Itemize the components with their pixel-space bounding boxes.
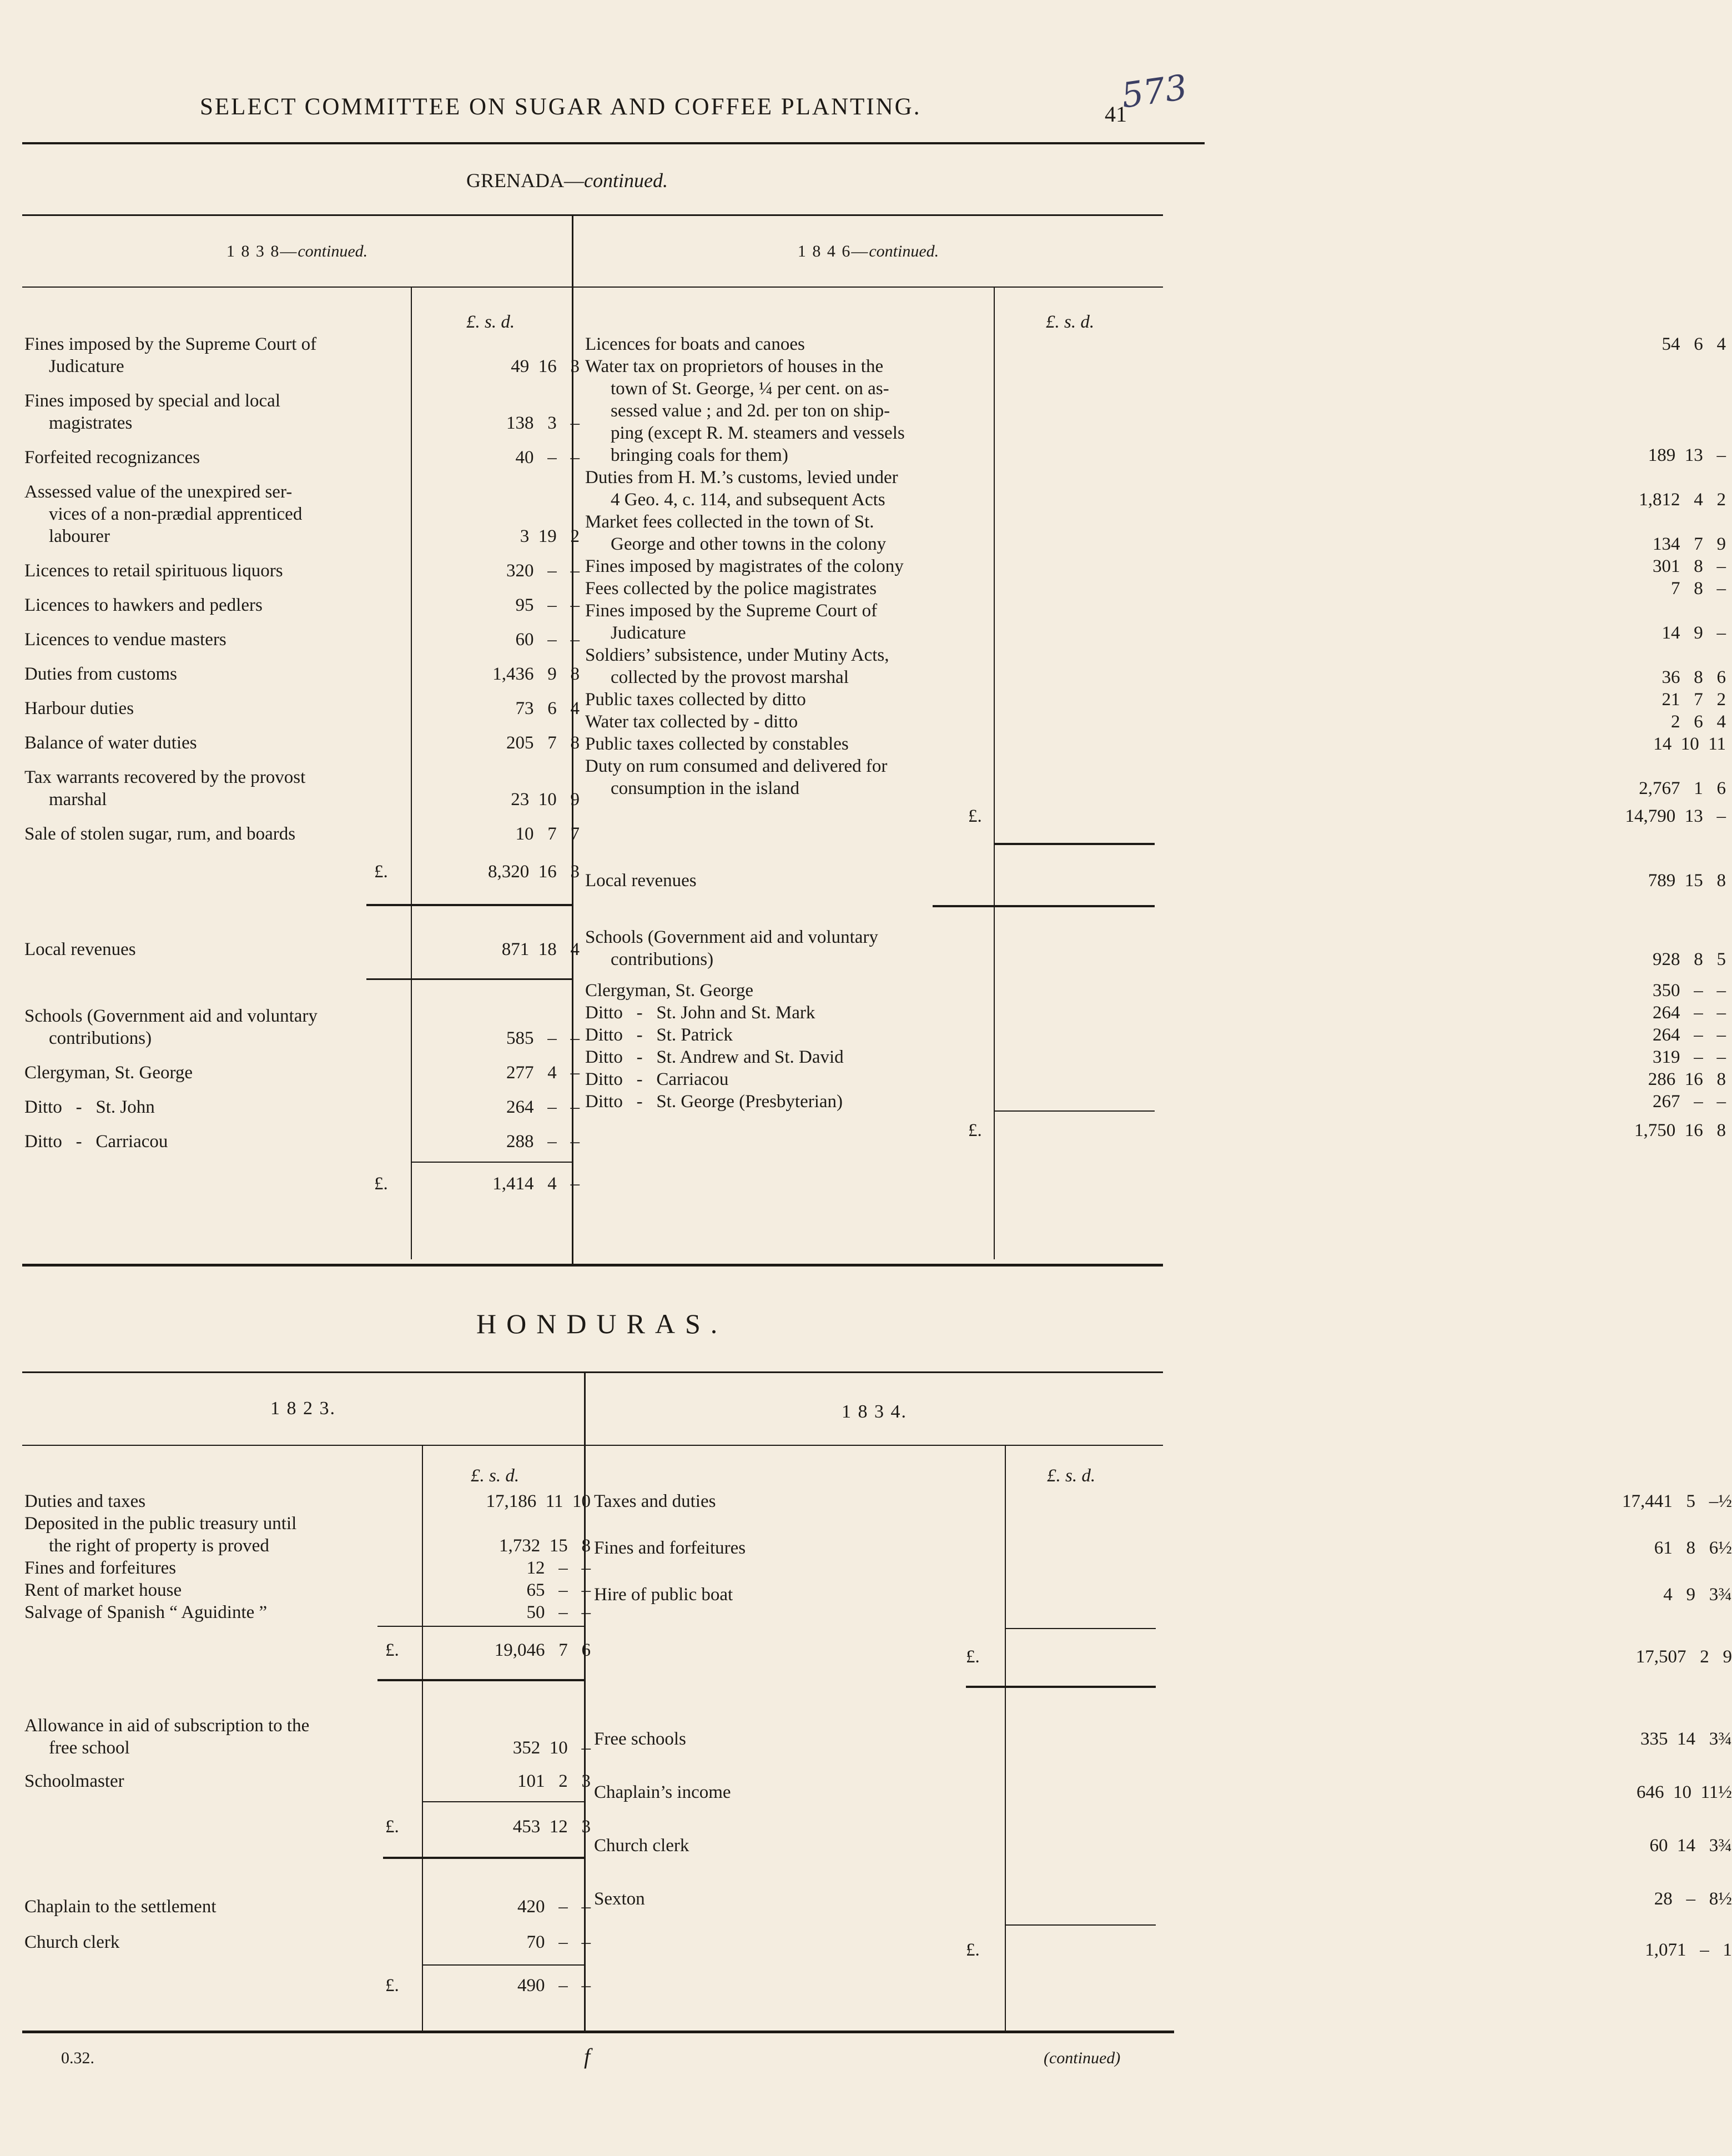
ledger-row-label: Chaplain to the settlement [24,1897,216,1917]
ledger-row-amount: 73 6 4 [515,698,580,718]
ledger-row-amount: 50 – – [526,1602,591,1622]
ledger-row-amount: 264 – – [1653,1003,1726,1023]
ledger-row-amount: 138 3 – [506,413,580,433]
ledger-row-label: Licences to retail spirituous liquors [24,561,283,581]
ledger-total-amount: 453 12 3 [512,1817,591,1837]
ledger-row-amount: 319 – – [1653,1047,1726,1067]
ledger-total-amount: 1,414 4 – [492,1174,580,1194]
ledger-row-label: Assessed value of the unexpired ser- [24,482,293,502]
ledger-row-label: Tax warrants recovered by the provost [24,767,306,787]
ledger-row-amount: 288 – – [506,1132,580,1152]
ledger-row-label: bringing coals for them) [611,445,788,465]
ledger-row-label: Duty on rum consumed and delivered for [585,756,888,776]
grenada-bottom-rule [22,1264,1163,1267]
page-header-title: SELECT COMMITTEE ON SUGAR AND COFFEE PLANTING. [200,94,922,120]
ledger-row-amount: 54 6 4 [1661,334,1726,354]
grenada-right-amount-divider [994,288,995,1259]
honduras-left-schools-rule [383,1857,584,1859]
ledger-row-amount: 7 8 – [1671,579,1726,599]
ledger-row-label: Forfeited recognizances [24,448,200,468]
ledger-row-amount: 134 7 9 [1653,534,1726,554]
ledger-row-label: contributions) [611,949,714,969]
footer-code: 0.32. [61,2049,94,2067]
ledger-row-label: Ditto - St. George (Presbyterian) [585,1092,843,1112]
grenada-heading-rule-right [573,287,1163,288]
ledger-row-amount: 264 – – [1653,1025,1726,1045]
ledger-row-label: Ditto - St. Andrew and St. David [585,1047,844,1067]
ledger-total-amount: 14,790 13 – [1625,806,1726,826]
ledger-total-amount: 17,507 2 9 [1635,1647,1732,1667]
ledger-row-label: Ditto - St. John and St. Mark [585,1003,815,1023]
ledger-row-label: Water tax collected by - ditto [585,712,798,732]
ledger-row-amount: 189 13 – [1648,445,1726,465]
grenada-right-heading: 1 8 4 6—continued. [797,242,939,260]
ledger-total-amount: 1,750 16 8 [1634,1120,1726,1140]
ledger-row-label: Public taxes collected by ditto [585,690,806,710]
ledger-row-label: Salvage of Spanish “ Aguidinte ” [24,1602,268,1622]
grenada-left-local-rule [366,978,572,980]
ledger-row-amount: 320 – – [506,561,580,581]
ledger-row-amount: 61 8 6½ [1654,1538,1732,1558]
ledger-row-label: George and other towns in the colony [611,534,887,554]
ledger-row-label: the right of property is proved [49,1536,269,1556]
ledger-total-label: £. [966,1940,980,1960]
page-number: 41 [1105,102,1127,127]
ledger-row-amount: 65 – – [526,1580,591,1600]
ledger-total-amount: 1,071 – 1 [1645,1940,1732,1960]
ledger-row-label: Public taxes collected by constables [585,734,849,754]
ledger-row-label: Schoolmaster [24,1771,124,1791]
ledger-row-label: Judicature [611,623,686,643]
ledger-row-label: Fines and forfeitures [594,1538,746,1558]
ledger-row-amount: 267 – – [1653,1092,1726,1112]
honduras-right-heading: 1 8 3 4. [842,1401,907,1422]
ledger-row-label: Church clerk [24,1932,120,1952]
ledger-row-label: ping (except R. M. steamers and vessels [611,423,905,443]
grenada-left-amount-divider [411,288,412,1259]
ledger-total-label: £. [385,1640,399,1660]
ledger-row-amount: 10 7 7 [515,824,580,844]
ledger-total-amount: 19,046 7 6 [494,1640,591,1660]
ledger-total-amount: 8,320 16 3 [488,862,580,882]
ledger-row-label: Clergyman, St. George [585,981,754,1001]
ledger-row-amount: 1,812 4 2 [1639,490,1726,510]
honduras-right-total-rule [966,1686,1156,1688]
ledger-row-amount: 2,767 1 6 [1639,778,1726,798]
ledger-total-label: £. [374,1174,388,1194]
ledger-row-label: magistrates [49,413,133,433]
ledger-total-label: £. [968,806,982,826]
honduras-left-total-rule [377,1679,584,1681]
ledger-row-label: Deposited in the public treasury until [24,1514,297,1534]
grenada-left-currency-head: £. s. d. [466,312,515,332]
ledger-row-amount: 40 – – [515,448,580,468]
header-rule [22,142,1205,144]
ledger-row-label: Licences to vendue masters [24,630,226,650]
grenada-right-local-rule [933,905,1155,907]
grenada-right-currency-head: £. s. d. [1046,312,1095,332]
ledger-row-amount: 286 16 8 [1648,1069,1726,1089]
ledger-row-label: Fines imposed by special and local [24,391,280,411]
ledger-row-label: 4 Geo. 4, c. 114, and subsequent Acts [611,490,885,510]
ledger-row-label: Harbour duties [24,698,134,718]
ledger-row-label: Fees collected by the police magistrates [585,579,877,599]
ledger-row-label: Balance of water duties [24,733,197,753]
ledger-row-amount: 60 14 3¾ [1649,1836,1732,1856]
ledger-row-amount: 335 14 3¾ [1640,1729,1732,1749]
ledger-row-label: marshal [49,790,107,810]
section-title-grenada: GRENADA—continued. [466,169,668,192]
handwritten-folio-number: 573 [1119,67,1190,116]
ledger-row-label: Soldiers’ subsistence, under Mutiny Acts, [585,645,889,665]
honduras-right-amount-divider [1005,1446,1006,2032]
ledger-row-amount: 17,186 11 10 [486,1491,591,1511]
ledger-row-amount: 646 10 11½ [1636,1782,1732,1802]
ledger-row-label: Allowance in aid of subscription to the [24,1716,310,1736]
ledger-row-label: Licences to hawkers and pedlers [24,595,263,615]
ledger-row-label: vices of a non-prædial apprenticed [49,504,303,524]
ledger-row-label: Water tax on proprietors of houses in the [585,356,884,376]
ledger-row-label: Duties from customs [24,664,177,684]
section-title-honduras: HONDURAS. [476,1308,728,1339]
ledger-row-amount: 277 4 – [506,1063,580,1083]
grenada-right-total-rule [994,843,1155,845]
ledger-row-amount: 70 – – [526,1932,591,1952]
ledger-row-label: Church clerk [594,1836,689,1856]
grenada-left-heading: 1 8 3 8—continued. [226,242,368,260]
ledger-row-label: town of St. George, ¼ per cent. on as- [611,379,889,399]
ledger-row-amount: 17,441 5 –½ [1622,1491,1732,1511]
ledger-row-amount: 3 19 2 [520,526,580,546]
ledger-row-label: Fines imposed by the Supreme Court of [585,601,878,621]
ledger-row-label: Chaplain’s income [594,1782,731,1802]
ledger-row-amount: 12 – – [526,1558,591,1578]
ledger-row-label: Free schools [594,1729,686,1749]
honduras-right-currency-head: £. s. d. [1047,1466,1096,1486]
ledger-row-label: Fines imposed by the Supreme Court of [24,334,317,354]
ledger-row-label: Ditto - Carriacou [24,1132,168,1152]
ledger-row-amount: 420 – – [517,1897,591,1917]
ledger-total-label: £. [385,1817,399,1837]
ledger-row-amount: 352 10 – [512,1738,591,1758]
ledger-row-label: Schools (Government aid and voluntary [585,927,878,947]
ledger-row-amount: 2 6 4 [1671,712,1726,732]
ledger-row-label: Ditto - Carriacou [585,1069,729,1089]
ledger-row-label: Judicature [49,356,124,376]
ledger-row-amount: 21 7 2 [1661,690,1726,710]
ledger-total-label: £. [374,862,388,882]
ledger-row-label: Rent of market house [24,1580,182,1600]
ledger-row-amount: 928 8 5 [1653,949,1726,969]
ledger-row-label: Licences for boats and canoes [585,334,805,354]
ledger-row-label: Ditto - St. John [24,1097,155,1117]
ledger-total-label: £. [385,1976,399,1996]
grenada-heading-rule-left [22,287,572,288]
ledger-total-label: £. [966,1647,980,1667]
ledger-row-amount: 301 8 – [1653,556,1726,576]
ledger-row-amount: 350 – – [1653,981,1726,1001]
honduras-right-total-rule-top [1005,1628,1156,1629]
ledger-row-label: Hire of public boat [594,1585,733,1605]
ledger-row-label: Fines imposed by magistrates of the colony [585,556,904,576]
ledger-row-label: Duties from H. M.’s customs, levied under [585,468,898,488]
honduras-left-schools-rule-top [422,1801,584,1802]
honduras-left-currency-head: £. s. d. [471,1466,520,1486]
ledger-row-amount: 1,436 9 8 [492,664,580,684]
ledger-total-label: £. [968,1120,982,1140]
honduras-heading-rule [22,1445,1163,1446]
ledger-total-amount: 789 15 8 [1648,871,1726,891]
ledger-row-label: consumption in the island [611,778,800,798]
ledger-total-label: Local revenues [585,871,697,891]
ledger-row-amount: 1,732 15 8 [499,1536,591,1556]
grenada-left-schools-rule [411,1162,572,1163]
ledger-row-label: collected by the provost marshal [611,667,849,687]
honduras-bottom-rule [22,2031,1174,2033]
ledger-row-label: contributions) [49,1028,152,1048]
honduras-left-amount-divider [422,1446,423,2032]
ledger-row-amount: 264 – – [506,1097,580,1117]
grenada-left-subtotal-rule [366,904,572,906]
ledger-row-label: Ditto - St. Patrick [585,1025,733,1045]
ledger-total-amount: 490 – – [517,1976,591,1996]
ledger-row-label: Schools (Government aid and voluntary [24,1006,318,1026]
ledger-row-label: Fines and forfeitures [24,1558,177,1578]
ledger-row-amount: 14 9 – [1661,623,1726,643]
ledger-total-label: Local revenues [24,939,136,959]
ledger-row-amount: 205 7 8 [506,733,580,753]
grenada-top-rule [22,214,1163,216]
honduras-top-rule [22,1371,1163,1373]
ledger-row-label: Sale of stolen sugar, rum, and boards [24,824,296,844]
ledger-row-label: Clergyman, St. George [24,1063,193,1083]
footer-continued: (continued) [1044,2049,1121,2067]
ledger-row-amount: 95 – – [515,595,580,615]
grenada-right-schools-rule [994,1110,1155,1112]
ledger-row-amount: 23 10 9 [511,790,580,810]
honduras-left-heading: 1 8 2 3. [270,1398,336,1419]
ledger-row-amount: 14 10 11 [1653,734,1726,754]
ledger-row-label: sessed value ; and 2d. per ton on ship- [611,401,890,421]
ledger-row-label: Sexton [594,1889,645,1909]
ledger-row-label: Duties and taxes [24,1491,146,1511]
ledger-row-amount: 28 – 8½ [1654,1889,1732,1909]
honduras-right-church-rule-top [1005,1924,1156,1926]
honduras-left-church-rule-top [422,1964,584,1966]
ledger-row-amount: 49 16 3 [511,356,580,376]
ledger-row-amount: 4 9 3¾ [1663,1585,1732,1605]
ledger-row-label: free school [49,1738,130,1758]
ledger-row-label: Taxes and duties [594,1491,716,1511]
ledger-row-amount: 585 – – [506,1028,580,1048]
ledger-row-amount: 101 2 3 [517,1771,591,1791]
footer-signature: f [584,2044,591,2069]
honduras-left-total-rule-top [377,1626,584,1627]
ledger-row-amount: 60 – – [515,630,580,650]
ledger-row-amount: 36 8 6 [1661,667,1726,687]
ledger-row-label: Market fees collected in the town of St. [585,512,874,532]
ledger-row-label: labourer [49,526,110,546]
ledger-total-amount: 871 18 4 [501,939,580,959]
